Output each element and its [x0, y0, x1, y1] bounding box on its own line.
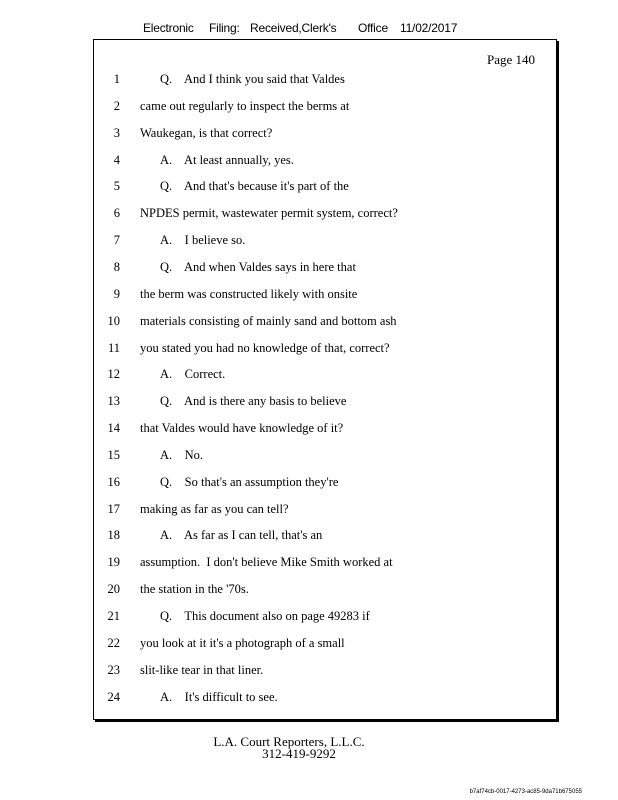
header-electronic: Electronic	[143, 21, 194, 35]
header-office: Office	[358, 21, 388, 35]
line-number: 20	[107, 582, 120, 596]
line-number: 5	[113, 179, 120, 193]
footer-company: L.A. Court Reporters, L.L.C.	[213, 734, 365, 749]
transcript-line: you look at it it's a photograph of a small	[140, 636, 345, 650]
filing-header	[143, 21, 457, 35]
line-number: 17	[107, 502, 120, 516]
line-number: 11	[107, 341, 120, 355]
header-date: 11/02/2017	[400, 21, 458, 35]
line-number: 18	[107, 528, 120, 542]
transcript-line: A. It's difficult to see.	[160, 690, 278, 704]
line-number: 15	[107, 448, 120, 462]
line-number: 12	[107, 367, 120, 381]
line-number: 23	[107, 663, 120, 677]
transcript-line: assumption. I don't believe Mike Smith worked at	[140, 555, 393, 569]
line-number: 3	[113, 126, 120, 140]
transcript-page	[93, 39, 557, 720]
line-number: 16	[107, 475, 120, 489]
line-number: 2	[113, 99, 120, 113]
line-number: 14	[107, 421, 120, 435]
transcript-line: Q. And is there any basis to believe	[160, 394, 347, 408]
transcript-line: materials consisting of mainly sand and bottom ash	[140, 314, 397, 328]
header-filing: Filing:	[209, 21, 240, 35]
transcript-line: A. I believe so.	[160, 233, 246, 247]
header-received-clerk: Received,Clerk's	[250, 21, 337, 35]
transcript-line: Q. And I think you said that Valdes	[160, 72, 345, 86]
line-number: 13	[107, 394, 120, 408]
transcript-line: came out regularly to inspect the berms at	[140, 99, 350, 113]
transcript-line: making as far as you can tell?	[140, 502, 289, 516]
transcript-line: Q. And that's because it's part of the	[160, 179, 349, 193]
transcript-line: Q. So that's an assumption they're	[160, 475, 339, 489]
transcript-line: NPDES permit, wastewater permit system, correct?	[140, 206, 398, 220]
page-number: Page 140	[486, 52, 535, 67]
line-number: 4	[113, 153, 120, 167]
line-number: 9	[113, 287, 120, 301]
transcript-line: Q. This document also on page 49283 if	[160, 609, 370, 623]
document-id: b7af74cb-0017-4273-ac85-9da71b675055	[469, 789, 582, 795]
footer-phone: 312-419-9292	[262, 746, 336, 761]
transcript-line: A. Correct.	[160, 367, 226, 381]
line-number: 24	[107, 690, 120, 704]
transcript-line: you stated you had no knowledge of that, correct?	[140, 341, 390, 355]
line-number: 8	[113, 260, 120, 274]
line-number: 22	[107, 636, 120, 650]
transcript-line: the station in the '70s.	[140, 582, 249, 596]
transcript-line: that Valdes would have knowledge of it?	[140, 421, 344, 435]
line-number: 6	[113, 206, 120, 220]
transcript-line: the berm was constructed likely with onsite	[140, 287, 358, 301]
transcript-line: slit-like tear in that liner.	[140, 663, 264, 677]
line-number: 19	[107, 555, 120, 569]
transcript-line: A. No.	[160, 448, 204, 462]
transcript-line: Waukegan, is that correct?	[140, 126, 273, 140]
line-number: 1	[113, 72, 120, 86]
transcript-line: A. At least annually, yes.	[160, 153, 294, 167]
transcript-line: A. As far as I can tell, that's an	[160, 528, 323, 542]
line-number: 7	[113, 233, 120, 247]
line-number: 21	[107, 609, 120, 623]
line-number: 10	[107, 314, 120, 328]
transcript-line: Q. And when Valdes says in here that	[160, 260, 356, 274]
